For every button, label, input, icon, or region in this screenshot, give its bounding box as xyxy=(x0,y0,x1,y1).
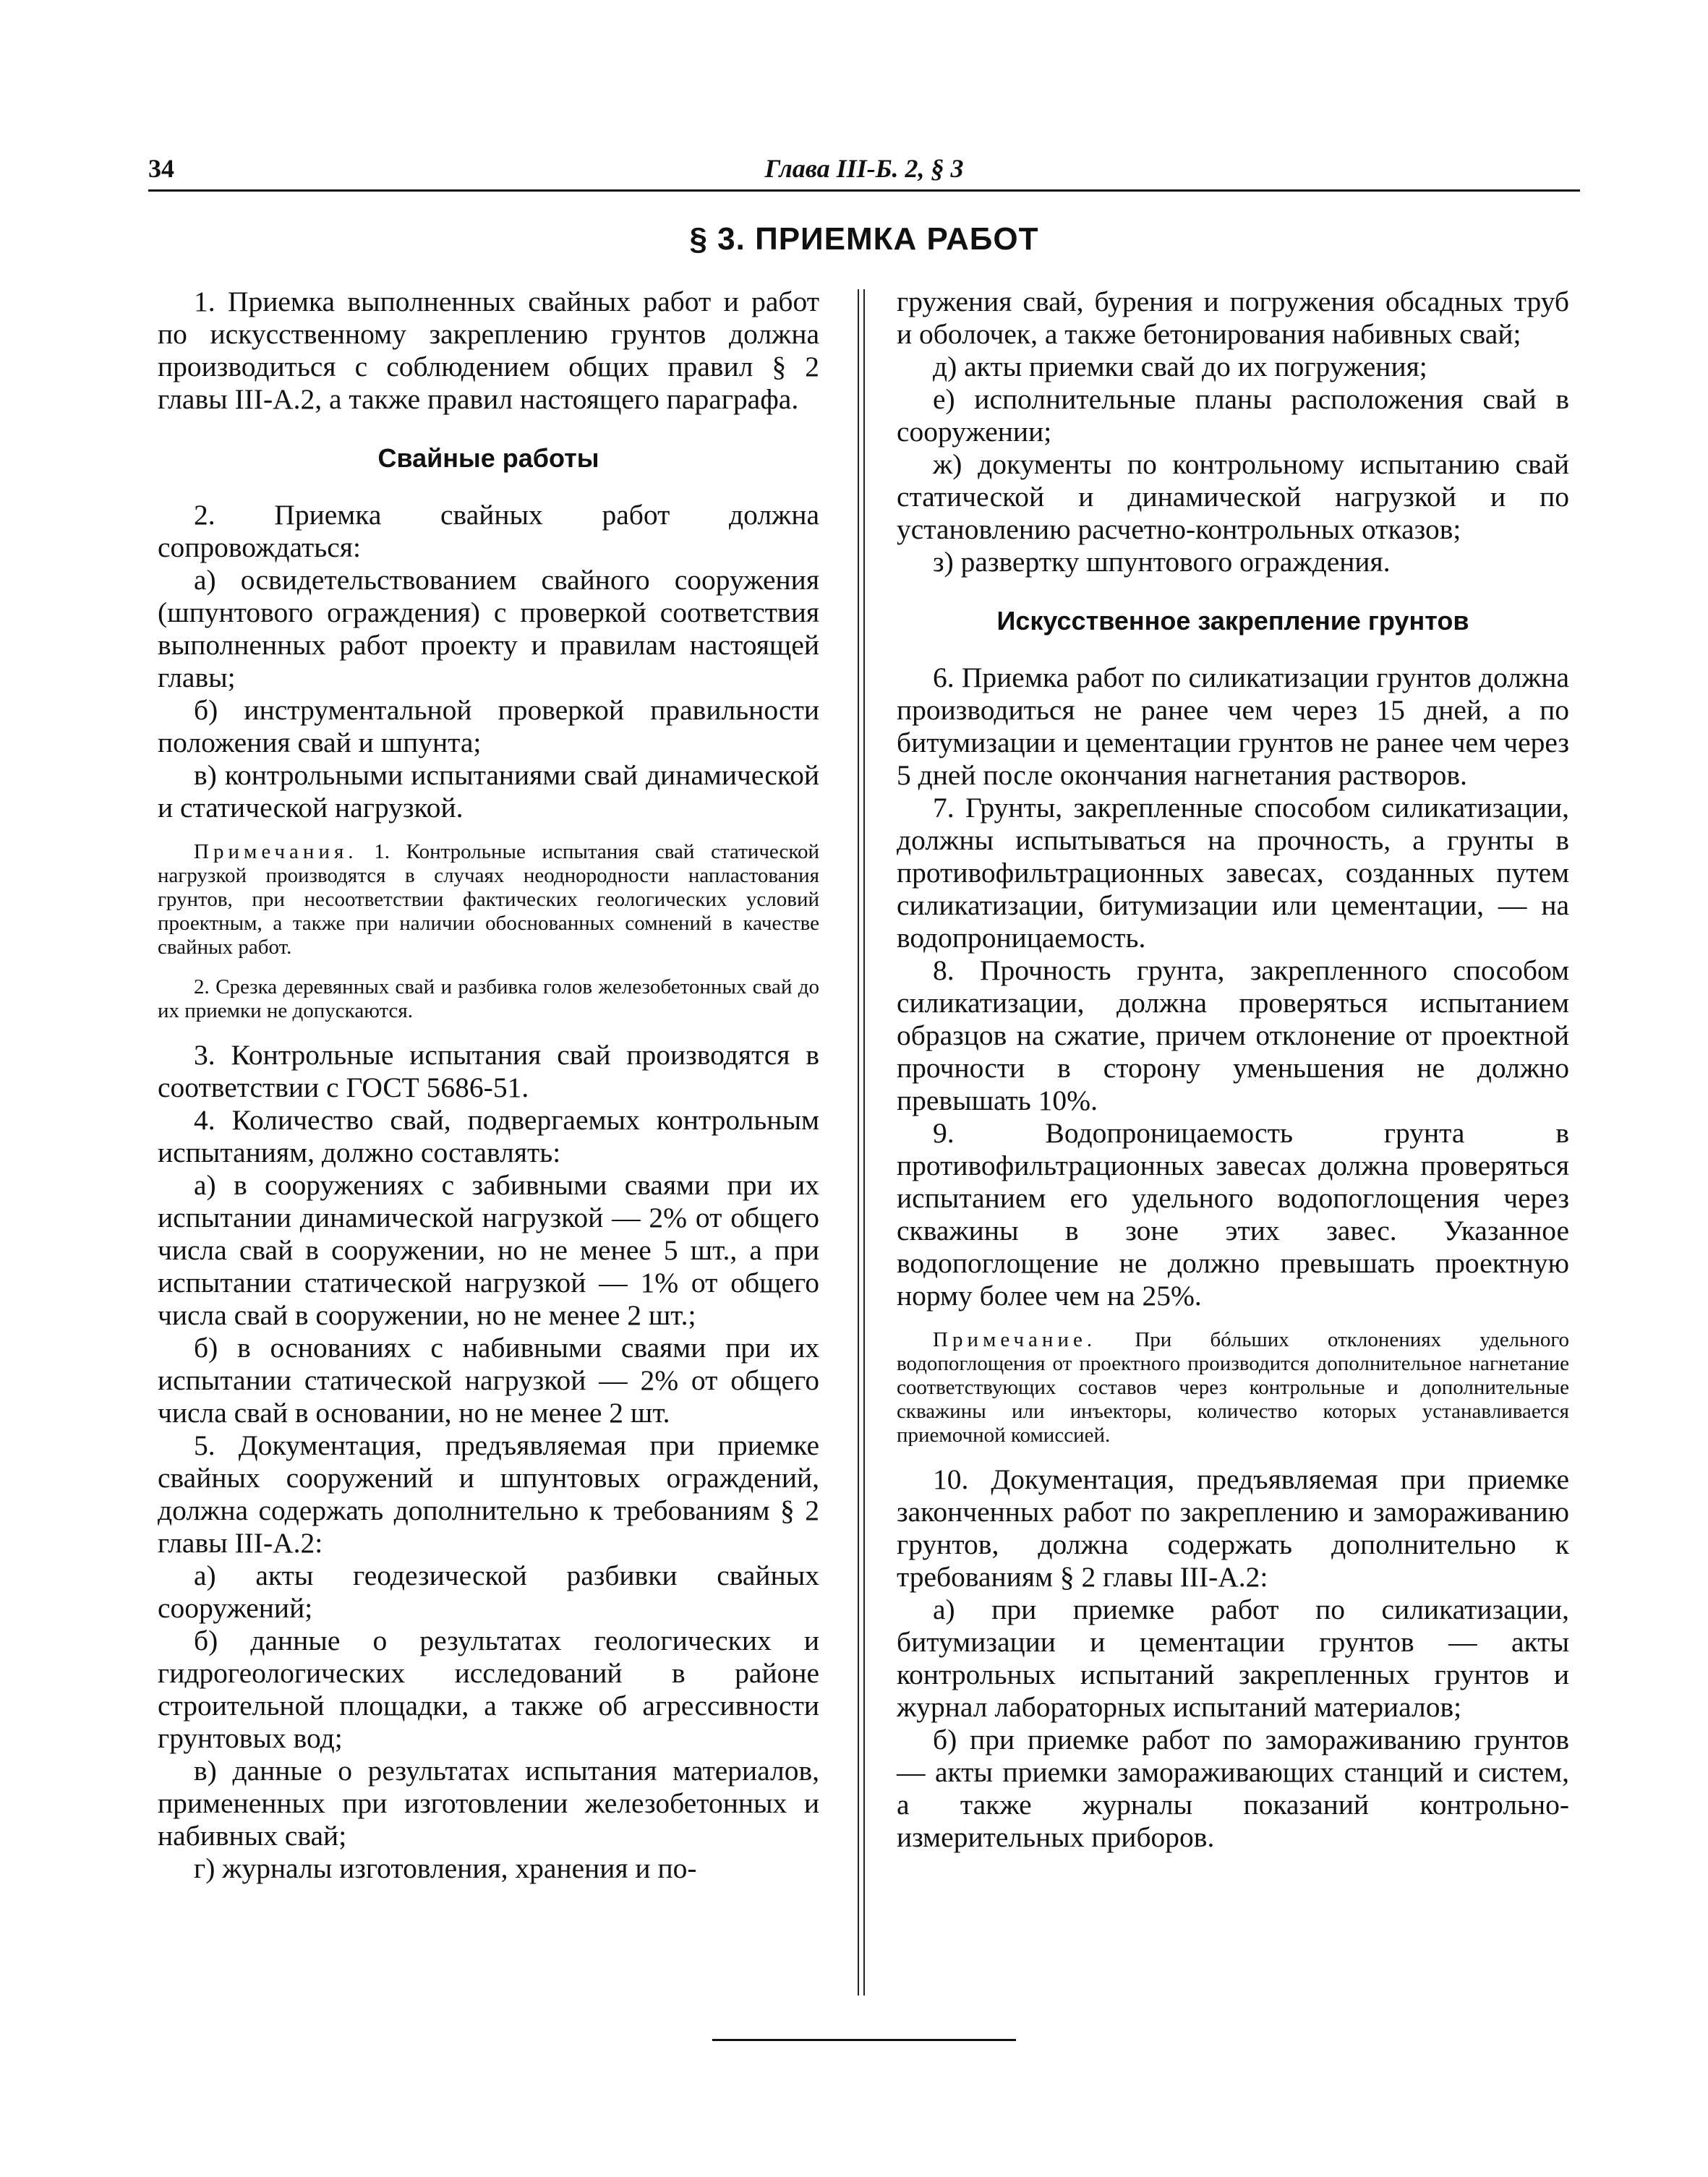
note-2: 2. Срезка деревянных свай и разбивка голов железобетонных свай до их приемки не допускаются. xyxy=(158,975,819,1022)
paragraph-7: 7. Грунты, закрепленные способом силикатизации, должны испытываться на прочность, а грунты в противофильтрационных завесах, созданных путем силикатизации, битумизации или цементации, — на водопроницаемость. xyxy=(897,792,1569,954)
note-label-right: Примечание. xyxy=(933,1328,1097,1351)
paragraph-5g: г) журналы изготовления, хранения и по- xyxy=(194,1852,697,1884)
paragraph-4b: б) в основаниях с набивными сваями при их испытании статической нагрузкой — 2% от общего числа свай в основании, но не менее 2 шт. xyxy=(158,1332,819,1429)
paragraph-5e: е) исполнительные планы расположения свай в сооружении; xyxy=(897,383,1569,448)
note-1: 1. Контрольные испытания свай статической нагрузкой производятся в случаях неоднородности напластования грунтов, при несоответствии фактических геологических условий проектным, а также при наличии обоснованных сомнений в качестве свайных работ. xyxy=(158,840,820,959)
paragraph-2c: в) контрольными испытаниями свай динамической и статической нагрузкой. xyxy=(158,759,819,824)
column-divider-right xyxy=(863,289,865,1996)
paragraph-4a: а) в сооружениях с забивными сваями при их испытании динамической нагрузкой — 2% от общего числа свай в сооружении, но не менее 5 шт., а при испытании статической нагрузкой — 1% от общего числа свай в сооружении, но не менее 2 шт.; xyxy=(158,1169,819,1331)
notes-label: Примечания. xyxy=(194,840,358,863)
paragraph-2a: а) освидетельствованием свайного сооружения (шпунтового ограждения) с проверкой соответствия выполненных работ проекту и правилам настоящей главы; xyxy=(158,564,819,693)
running-head: Глава III-Б. 2, § 3 xyxy=(764,154,964,183)
left-column xyxy=(158,286,819,1885)
paragraph-10a: а) при приемке работ по силикатизации, битумизации и цементации грунтов — акты контрольных испытаний закрепленных грунтов и журнал лабораторных испытаний материалов; xyxy=(897,1594,1569,1723)
paragraph-5: 5. Документация, предъявляемая при приемке свайных сооружений и шпунтовых ограждений, должна содержать дополнительно к требованиям § 2 главы III-А.2: xyxy=(158,1429,819,1559)
paragraph-4: 4. Количество свай, подвергаемых контрольным испытаниям, должно составлять: xyxy=(158,1104,819,1168)
paragraph-5g-continued: гружения свай, бурения и погружения обсадных труб и оболочек, а также бетонирования набивных свай; xyxy=(897,286,1569,350)
notes-block xyxy=(158,840,819,959)
note-right: При бóльших отклонениях удельного водопоглощения от проектного производится дополнительное нагнетание соответствующих составов через контрольные и дополнительные скважины или инъекторы, количество которых устанавливается приемочной комиссией. xyxy=(897,1328,1570,1447)
paragraph-9: 9. Водопроницаемость грунта в противофильтрационных завесах должна проверяться испытанием его удельного водопоглощения через скважины в зоне этих завес. Указанное водопоглощение не должно превышать проектную норму более чем на 25%. xyxy=(897,1117,1569,1312)
paragraph-1: 1. Приемка выполненных свайных работ и работ по искусственному закреплению грунтов должна производиться с соблюдением общих правил § 2 главы III-А.2, а также правил настоящего параграфа. xyxy=(158,286,819,415)
paragraph-5a: а) акты геодезической разбивки свайных сооружений; xyxy=(158,1560,819,1624)
paragraph-10: 10. Документация, предъявляемая при приемке законченных работ по закреплению и замораживанию грунтов, должна содержать дополнительно к требованиям § 2 главы III-А.2: xyxy=(897,1463,1569,1593)
paragraph-6: 6. Приемка работ по силикатизации грунтов должна производиться не ранее чем через 15 дней, а по битумизации и цементации грунтов не ранее чем через 5 дней после окончания нагнетания растворов. xyxy=(897,662,1569,791)
header-rule xyxy=(148,189,1580,192)
paragraph-8: 8. Прочность грунта, закрепленного способом силикатизации, должна проверяться испытанием образцов на сжатие, причем отклонение от проектной прочности в сторону уменьшения не должно превышать 10%. xyxy=(897,954,1569,1116)
page-header xyxy=(148,153,1580,189)
page-number: 34 xyxy=(148,154,174,183)
paragraph-5b: б) данные о результатах геологических и гидрогеологических исследований в районе строительной площадки, а также об агрессивности грунтовых вод; xyxy=(158,1625,819,1754)
paragraph-3: 3. Контрольные испытания свай производятся в соответствии с ГОСТ 5686-51. xyxy=(158,1039,819,1103)
paragraph-2: 2. Приемка свайных работ должна сопровождаться: xyxy=(158,499,819,563)
right-column xyxy=(897,286,1569,1854)
paragraph-5d: д) акты приемки свай до их погружения; xyxy=(933,351,1427,382)
subheading-pile-works: Свайные работы xyxy=(377,443,599,473)
bottom-rule xyxy=(712,2039,1016,2041)
paragraph-5z: з) развертку шпунтового ограждения. xyxy=(933,546,1391,578)
paragraph-10b: б) при приемке работ по замораживанию грунтов — акты приемки замораживающих станций и систем, а также журналы показаний контрольно-измерительных приборов. xyxy=(897,1724,1569,1853)
subheading-soil-stabilization: Искусственное закрепление грунтов xyxy=(996,606,1469,636)
paragraph-5zh: ж) документы по контрольному испытанию свай статической и динамической нагрузкой и по установлению расчетно-контрольных отказов; xyxy=(897,448,1569,545)
paragraph-2b: б) инструментальной проверкой правильности положения свай и шпунта; xyxy=(158,694,819,758)
section-title: § 3. ПРИЕМКА РАБОТ xyxy=(689,221,1039,257)
paragraph-5c: в) данные о результатах испытания материалов, примененных при изготовлении железобетонных и набивных свай; xyxy=(158,1755,819,1852)
note-block-right xyxy=(897,1328,1569,1447)
column-divider-left xyxy=(858,289,859,1996)
